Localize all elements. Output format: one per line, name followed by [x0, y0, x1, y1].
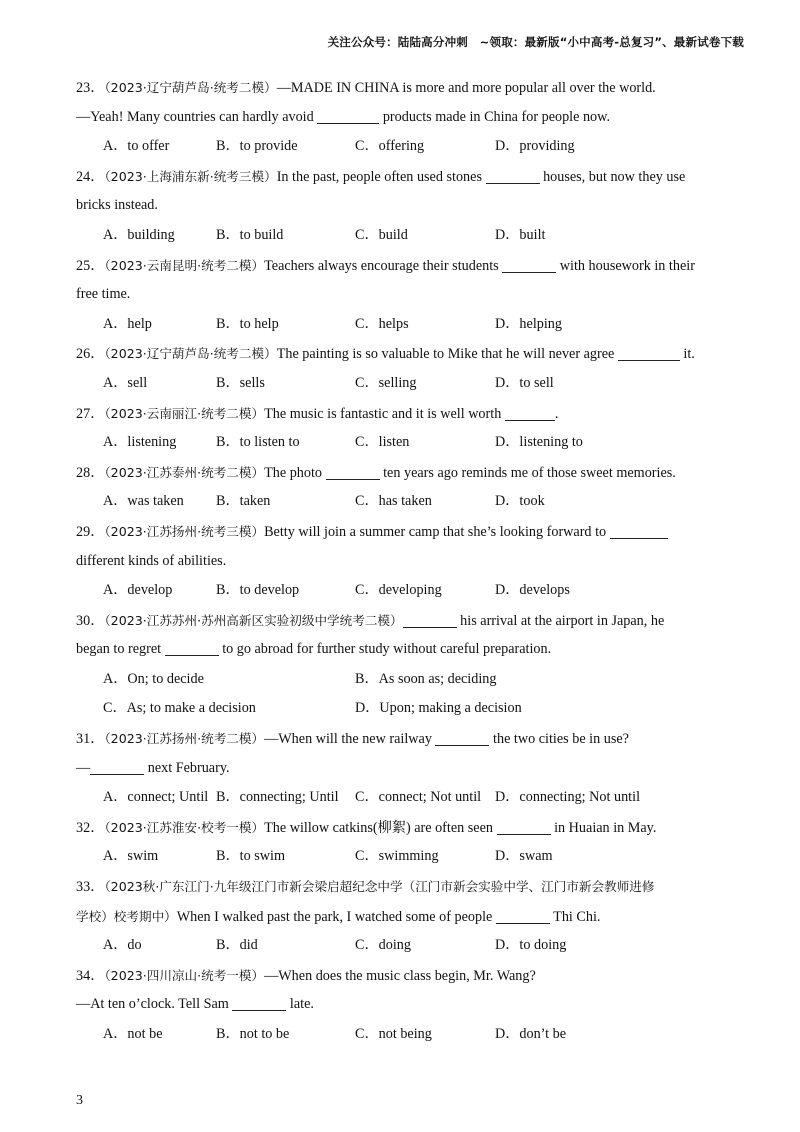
option-c[interactable]: C．developing: [355, 582, 442, 599]
question-source: （2023·江苏扬州·统考二模）: [104, 731, 265, 747]
question-24-line-1: [76, 162, 724, 192]
question-24-options: [76, 221, 724, 251]
question-number: 34．: [76, 967, 105, 984]
option-a[interactable]: A．On; to decide: [103, 670, 204, 687]
question-source: （2023·江苏淮安·校考一模）: [104, 819, 265, 835]
option-a[interactable]: A．help: [103, 315, 152, 332]
answer-blank[interactable]: [497, 819, 551, 835]
question-30-options-row-2: [76, 694, 724, 724]
option-d[interactable]: D．providing: [495, 138, 575, 155]
question-33-options: [76, 931, 724, 961]
question-source: （2023·江苏苏州·苏州高新区实验初级中学统考二模）: [104, 612, 403, 628]
question-26-line-1: [76, 339, 724, 369]
option-b[interactable]: B．did: [216, 937, 258, 954]
question-text: began to regret: [76, 641, 165, 658]
question-text: The painting is so valuable to Mike that he will never agree: [276, 346, 618, 363]
question-text: —When does the music class begin, Mr. Wang?: [264, 967, 536, 984]
question-source: （2023·江苏泰州·统考二模）: [104, 464, 265, 480]
question-34-options: [76, 1020, 724, 1050]
option-c[interactable]: C．doing: [355, 937, 411, 954]
question-source: 学校）校考期中）: [76, 908, 177, 924]
option-a[interactable]: A．to offer: [103, 138, 170, 155]
option-b[interactable]: B．to help: [216, 315, 279, 332]
question-text: Betty will join a summer camp that she’s looking forward to: [264, 523, 610, 540]
question-source: （2023·云南昆明·统考二模）: [104, 257, 265, 273]
question-number: 26．: [76, 346, 105, 363]
question-29-line-2: [76, 547, 724, 577]
option-a[interactable]: A．was taken: [103, 493, 184, 510]
option-d[interactable]: D．to sell: [495, 374, 554, 391]
question-27-line-1: [76, 399, 724, 429]
option-b[interactable]: B．to build: [216, 226, 284, 243]
question-29-line-1: [76, 517, 724, 547]
question-34-line-2: [76, 990, 724, 1020]
answer-blank[interactable]: [502, 257, 556, 273]
answer-blank[interactable]: [403, 612, 457, 628]
question-30-options-row-1: [76, 665, 724, 695]
question-25-line-1: [76, 251, 724, 281]
option-a[interactable]: A．swim: [103, 848, 159, 865]
option-a[interactable]: A．listening: [103, 434, 177, 451]
question-text: The willow catkins(柳絮) are often seen: [264, 819, 497, 836]
question-number: 24．: [76, 168, 105, 185]
question-29-options: [76, 576, 724, 606]
option-a[interactable]: A．connect; Until: [103, 789, 209, 806]
question-text: it.: [679, 346, 695, 363]
option-d[interactable]: D．connecting; Not until: [495, 789, 641, 806]
question-text: products made in China for people now.: [379, 108, 611, 125]
question-number: 23．: [76, 80, 105, 96]
question-34-line-1: [76, 961, 724, 991]
question-30-line-2: [76, 635, 724, 665]
question-source: （2023·上海浦东新·统考三模）: [104, 168, 277, 184]
option-c[interactable]: C．selling: [355, 374, 417, 391]
question-source: （2023·辽宁葫芦岛·统考二模）: [104, 346, 277, 362]
question-text: ten years ago reminds me of those sweet memories.: [379, 464, 676, 481]
question-25-line-2: [76, 280, 724, 310]
question-number: 28．: [76, 464, 105, 481]
question-text: houses, but now they use: [539, 168, 686, 185]
option-c[interactable]: C．helps: [355, 315, 409, 332]
question-30-line-1: [76, 606, 724, 636]
option-b[interactable]: B．taken: [216, 493, 271, 510]
question-number: 25．: [76, 257, 105, 274]
option-c[interactable]: C．As; to make a decision: [103, 700, 256, 717]
option-a[interactable]: A．develop: [103, 582, 173, 599]
option-b[interactable]: B．connecting; Until: [216, 789, 339, 806]
question-text: —MADE IN CHINA is more and more popular all over the world.: [276, 80, 656, 96]
option-a[interactable]: A．building: [103, 226, 175, 243]
question-text: Teachers always encourage their students: [264, 257, 503, 274]
option-a[interactable]: A．do: [103, 937, 142, 954]
question-number: 30．: [76, 612, 105, 629]
question-text: next February.: [144, 759, 230, 776]
question-31-line-2: [76, 754, 724, 784]
question-list: [76, 73, 724, 1050]
question-text: The music is fantastic and it is well worth: [264, 405, 505, 422]
option-c[interactable]: C．not being: [355, 1026, 432, 1042]
option-b[interactable]: B．to develop: [216, 582, 300, 599]
question-text: late.: [286, 996, 314, 1013]
answer-blank[interactable]: [165, 640, 219, 656]
question-text: —Yeah! Many countries can hardly avoid: [76, 108, 318, 125]
question-source: （2023·辽宁葫芦岛·统考二模）: [104, 80, 277, 95]
question-number: 29．: [76, 523, 105, 540]
option-b[interactable]: B．sells: [216, 374, 265, 391]
question-24-line-2: [76, 191, 724, 221]
answer-blank[interactable]: [618, 345, 680, 361]
question-text: .: [554, 405, 559, 422]
question-23-line-1: [76, 73, 724, 103]
question-source: （2023·云南丽江·统考二模）: [104, 405, 265, 421]
option-c[interactable]: C．has taken: [355, 493, 432, 510]
answer-blank[interactable]: [90, 759, 144, 775]
option-b[interactable]: B．As soon as; deciding: [355, 670, 497, 687]
answer-blank[interactable]: [610, 523, 668, 539]
question-text: free time.: [76, 286, 131, 303]
question-26-options: [76, 369, 724, 399]
question-text: The photo: [264, 464, 326, 481]
question-32-line-1: [76, 813, 724, 843]
option-d[interactable]: D．listening to: [495, 434, 583, 451]
question-number: 33．: [76, 879, 105, 896]
page-header: 关注公众号：陆陆高分冲刺 ~领取：最新版“小中高考-总复习”、最新试卷下载: [327, 35, 744, 49]
option-a[interactable]: A．sell: [103, 374, 148, 391]
answer-blank[interactable]: [496, 908, 550, 924]
question-number: 31．: [76, 731, 105, 748]
question-text: the two cities be in use?: [489, 731, 629, 748]
question-source: （2023秋·广东江门·九年级江门市新会梁启超纪念中学（江门市新会实验中学、江门市新会教师进修: [104, 879, 655, 895]
question-23-options: [76, 132, 724, 162]
option-d[interactable]: D．don’t be: [495, 1026, 567, 1042]
question-number: 27．: [76, 405, 105, 422]
question-32-options: [76, 842, 724, 872]
question-25-options: [76, 310, 724, 340]
question-text: bricks instead.: [76, 197, 158, 214]
answer-blank[interactable]: [317, 108, 379, 124]
question-text: with housework in their: [556, 257, 695, 274]
question-source: （2023·四川凉山·统考一模）: [104, 967, 265, 983]
answer-blank[interactable]: [505, 405, 555, 421]
option-a[interactable]: A．not be: [103, 1026, 163, 1042]
question-text: different kinds of abilities.: [76, 552, 227, 569]
question-text: When I walked past the park, I watched some of people: [176, 908, 496, 925]
option-d[interactable]: D．develops: [495, 582, 570, 599]
question-33-line-2: [76, 902, 724, 932]
question-23-line-2: [76, 103, 724, 133]
question-33-line-1: [76, 872, 724, 902]
option-c[interactable]: C．connect; Not until: [355, 789, 482, 806]
question-28-line-1: [76, 458, 724, 488]
question-text: —At ten o’clock. Tell Sam: [76, 996, 233, 1013]
question-28-options: [76, 487, 724, 517]
question-27-options: [76, 428, 724, 458]
question-text: to go abroad for further study without careful preparation.: [218, 641, 552, 658]
option-d[interactable]: D．helping: [495, 315, 562, 332]
question-31-options: [76, 783, 724, 813]
option-d[interactable]: D．took: [495, 493, 545, 510]
question-text: —When will the new railway: [264, 731, 436, 748]
page-number: 3: [76, 1093, 83, 1108]
answer-blank[interactable]: [486, 168, 540, 184]
option-c[interactable]: C．offering: [355, 138, 425, 155]
question-number: 32．: [76, 819, 105, 836]
option-d[interactable]: D．Upon; making a decision: [355, 700, 522, 717]
question-text: in Huaian in May.: [550, 819, 657, 836]
question-source: （2023·江苏扬州·统考三模）: [104, 523, 265, 539]
option-d[interactable]: D．built: [495, 226, 546, 243]
answer-blank[interactable]: [326, 464, 380, 480]
answer-blank[interactable]: [435, 730, 489, 746]
question-text: —: [76, 759, 91, 776]
option-b[interactable]: B．to listen to: [216, 434, 300, 451]
option-d[interactable]: D．swam: [495, 848, 553, 865]
option-c[interactable]: C．build: [355, 226, 408, 243]
question-text: his arrival at the airport in Japan, he: [456, 612, 665, 629]
option-c[interactable]: C．listen: [355, 434, 410, 451]
option-b[interactable]: B．to swim: [216, 848, 285, 865]
question-text: In the past, people often used stones: [276, 168, 486, 185]
option-b[interactable]: B．not to be: [216, 1026, 290, 1042]
option-c[interactable]: C．swimming: [355, 848, 439, 865]
answer-blank[interactable]: [232, 995, 286, 1011]
question-31-line-1: [76, 724, 724, 754]
option-d[interactable]: D．to doing: [495, 937, 567, 954]
option-b[interactable]: B．to provide: [216, 138, 298, 155]
question-text: Thi Chi.: [549, 908, 601, 925]
